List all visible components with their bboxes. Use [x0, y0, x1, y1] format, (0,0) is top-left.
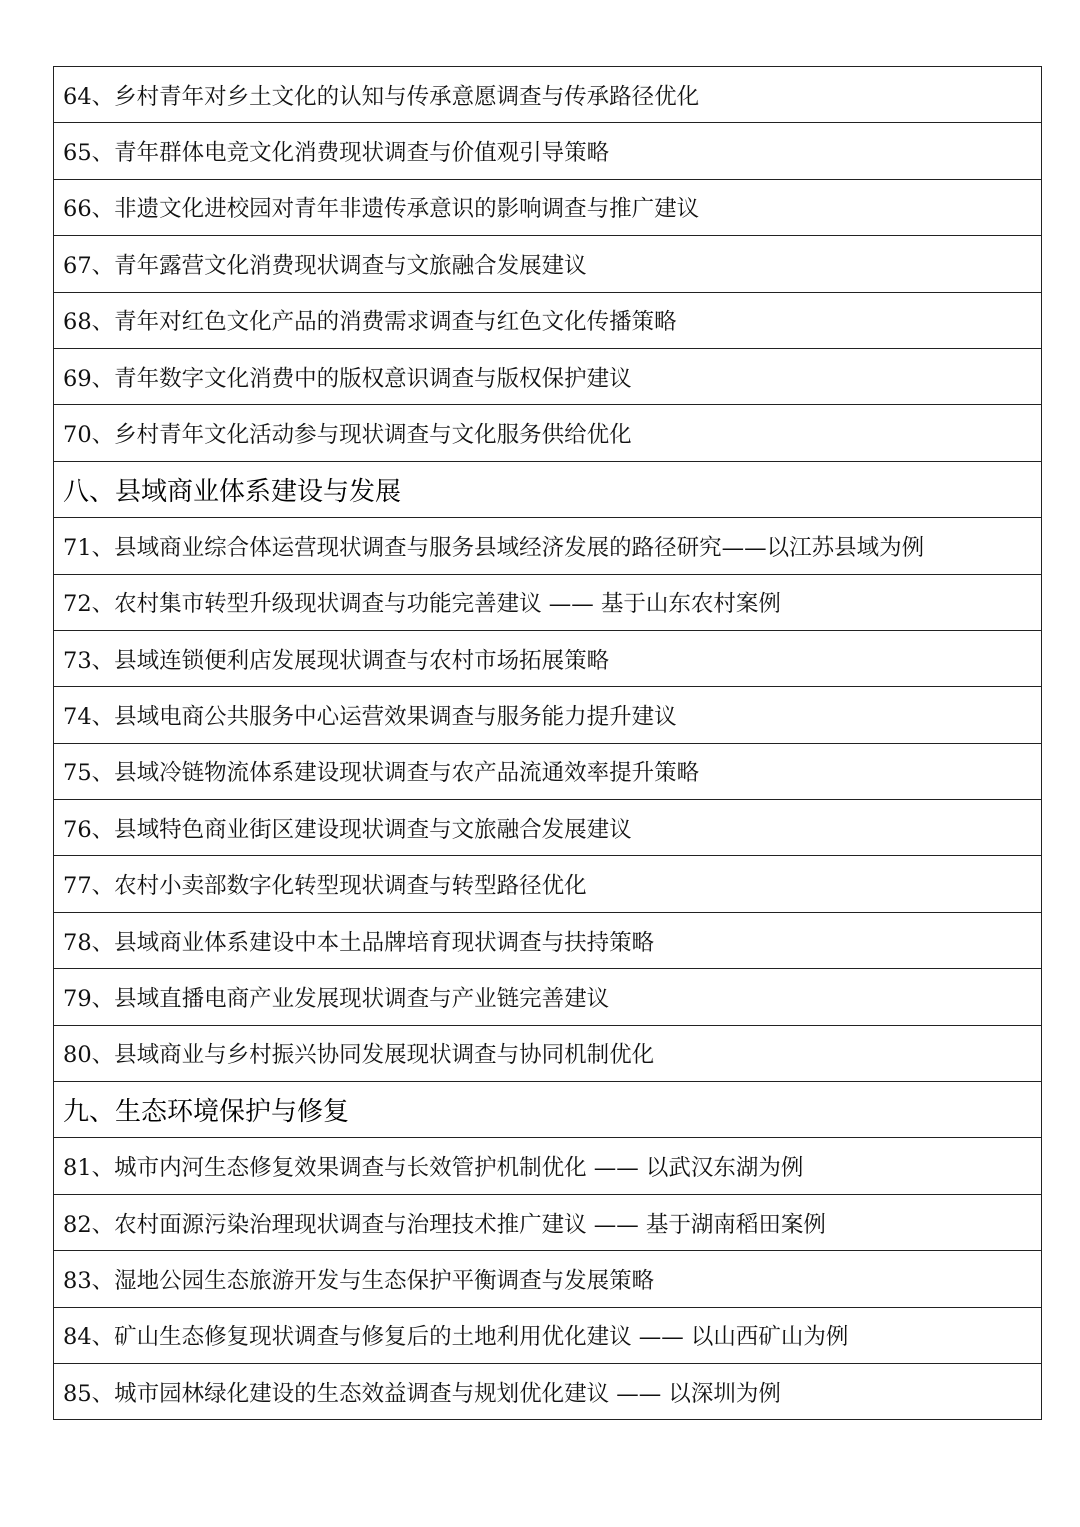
topic-row [54, 574, 1042, 630]
topic-row [54, 687, 1042, 743]
topic-text: 71、县域商业综合体运营现状调查与服务县域经济发展的路径研究——以江苏县域为例 [54, 518, 1042, 574]
topic-text: 66、非遗文化进校园对青年非遗传承意识的影响调查与推广建议 [54, 179, 1042, 235]
topic-row [54, 630, 1042, 686]
topic-row [54, 743, 1042, 799]
topic-row [54, 236, 1042, 292]
topic-row [54, 405, 1042, 461]
topic-text: 73、县域连锁便利店发展现状调查与农村市场拓展策略 [54, 630, 1042, 686]
topic-text: 72、农村集市转型升级现状调查与功能完善建议 —— 基于山东农村案例 [54, 574, 1042, 630]
topic-row [54, 292, 1042, 348]
topic-row [54, 1251, 1042, 1307]
section-heading: 八、县域商业体系建设与发展 [54, 461, 1042, 517]
topic-row [54, 856, 1042, 912]
topic-table-body [54, 67, 1042, 1420]
topic-text: 74、县域电商公共服务中心运营效果调查与服务能力提升建议 [54, 687, 1042, 743]
topic-row [54, 912, 1042, 968]
topic-text: 80、县域商业与乡村振兴协同发展现状调查与协同机制优化 [54, 1025, 1042, 1081]
topic-text: 83、湿地公园生态旅游开发与生态保护平衡调查与发展策略 [54, 1251, 1042, 1307]
topic-row [54, 1025, 1042, 1081]
topic-row [54, 1307, 1042, 1363]
topic-text: 84、矿山生态修复现状调查与修复后的土地利用优化建议 —— 以山西矿山为例 [54, 1307, 1042, 1363]
topic-row [54, 179, 1042, 235]
topic-text: 81、城市内河生态修复效果调查与长效管护机制优化 —— 以武汉东湖为例 [54, 1138, 1042, 1194]
topic-row [54, 348, 1042, 404]
topic-row [54, 1138, 1042, 1194]
topic-text: 79、县域直播电商产业发展现状调查与产业链完善建议 [54, 969, 1042, 1025]
topic-row [54, 1363, 1042, 1419]
section-heading-row [54, 461, 1042, 517]
topic-text: 78、县域商业体系建设中本土品牌培育现状调查与扶持策略 [54, 912, 1042, 968]
topic-text: 85、城市园林绿化建设的生态效益调查与规划优化建议 —— 以深圳为例 [54, 1363, 1042, 1419]
section-heading-row [54, 1082, 1042, 1138]
topic-row [54, 1194, 1042, 1250]
topic-text: 77、农村小卖部数字化转型现状调查与转型路径优化 [54, 856, 1042, 912]
topic-row [54, 123, 1042, 179]
topic-row [54, 67, 1042, 123]
topic-text: 82、农村面源污染治理现状调查与治理技术推广建议 —— 基于湖南稻田案例 [54, 1194, 1042, 1250]
topic-row [54, 518, 1042, 574]
topic-text: 64、乡村青年对乡土文化的认知与传承意愿调查与传承路径优化 [54, 67, 1042, 123]
topic-text: 67、青年露营文化消费现状调查与文旅融合发展建议 [54, 236, 1042, 292]
topic-text: 76、县域特色商业街区建设现状调查与文旅融合发展建议 [54, 800, 1042, 856]
topic-table [53, 66, 1042, 1420]
topic-text: 69、青年数字文化消费中的版权意识调查与版权保护建议 [54, 348, 1042, 404]
topic-text: 68、青年对红色文化产品的消费需求调查与红色文化传播策略 [54, 292, 1042, 348]
section-heading: 九、生态环境保护与修复 [54, 1082, 1042, 1138]
topic-text: 65、青年群体电竞文化消费现状调查与价值观引导策略 [54, 123, 1042, 179]
topic-row [54, 800, 1042, 856]
topic-text: 75、县域冷链物流体系建设现状调查与农产品流通效率提升策略 [54, 743, 1042, 799]
topic-row [54, 969, 1042, 1025]
topic-text: 70、乡村青年文化活动参与现状调查与文化服务供给优化 [54, 405, 1042, 461]
